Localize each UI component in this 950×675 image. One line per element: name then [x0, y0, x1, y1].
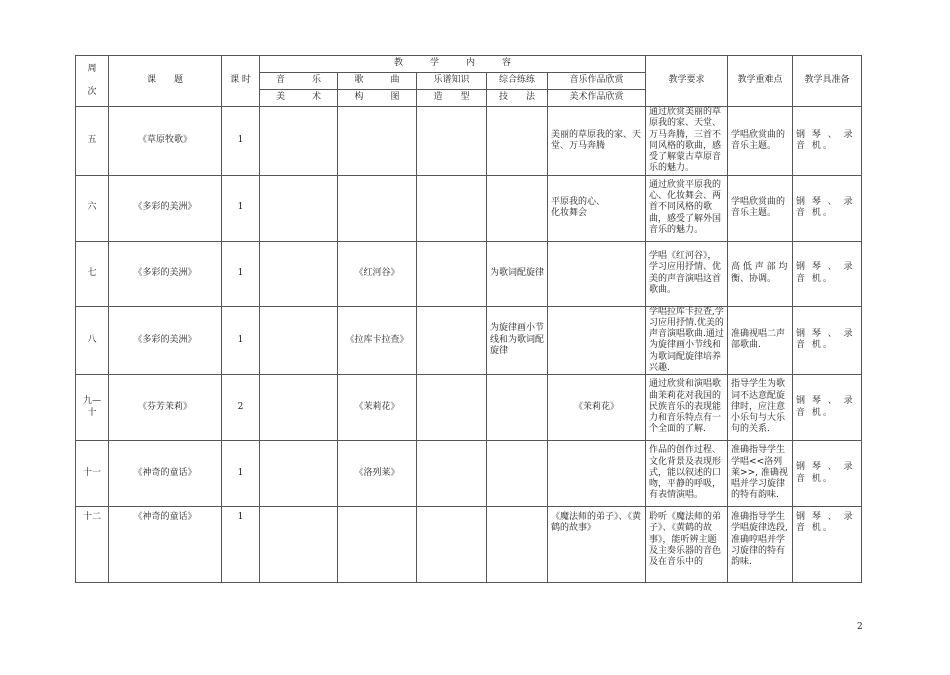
header-notation: 乐谱知识	[417, 73, 487, 90]
music-cell	[260, 375, 338, 441]
header-practice: 综合练练	[487, 73, 548, 90]
music-cell	[260, 441, 338, 507]
appreciation-cell	[548, 241, 646, 306]
music-cell	[260, 175, 338, 241]
song-cell	[338, 107, 417, 176]
hours-cell: 1	[222, 306, 260, 375]
requirement-cell: 作品的创作过程、文化背景及表现形式，能以叙述的口吻，平静的呼吸，有表情演唱。	[646, 441, 728, 507]
key-points-cell: 准确指导学生学唱<<洛列莱>>, 准确视唱并学习旋律的特有韵味.	[728, 441, 793, 507]
notation-cell	[417, 306, 487, 375]
song-cell	[338, 175, 417, 241]
hours-cell: 1	[222, 241, 260, 306]
prep-cell: 钢 琴 、 录 音 机。	[793, 241, 862, 306]
topic-cell: 《多彩的美洲》	[109, 175, 222, 241]
page-number: 2	[857, 622, 863, 632]
appreciation-cell: 美丽的草原我的家、天堂、万马奔腾	[548, 107, 646, 176]
music-cell	[260, 107, 338, 176]
table-row	[76, 441, 862, 507]
requirement-cell: 通过欣赏美丽的草原我的家、天堂、万马奔腾，三首不同风格的歌曲，感受了解蒙古草原音乐的魅力。	[646, 107, 728, 176]
header-requirement: 教学要求	[646, 56, 728, 107]
header-music: 音 乐	[260, 73, 338, 90]
header-modeling: 造 型	[417, 90, 487, 107]
appreciation-cell	[548, 306, 646, 375]
appreciation-cell	[548, 441, 646, 507]
prep-cell: 钢 琴 、 录 音 机。	[793, 441, 862, 507]
week-cell: 五	[76, 107, 109, 176]
header-topic: 课 题	[109, 56, 222, 107]
prep-cell: 钢 琴 、 录 音 机。	[793, 107, 862, 176]
song-cell	[338, 507, 417, 583]
song-cell: 《拉库卡拉查》	[338, 306, 417, 375]
requirement-cell: 学唱《红河谷》，学习应用抒情、优美的声音演唱这首歌曲。	[646, 241, 728, 306]
prep-cell: 钢 琴 、 录 音 机。	[793, 175, 862, 241]
key-points-cell: 指导学生为歌词不达意配旋律时，应注意小乐句与大乐句的关系.	[728, 375, 793, 441]
key-points-cell: 高 低 声 部 均 衡、协调。	[728, 241, 793, 306]
prep-cell: 钢 琴 、 录 音 机。	[793, 306, 862, 375]
practice-cell	[487, 441, 548, 507]
header-composition: 构 图	[338, 90, 417, 107]
requirement-cell: 通过欣赏和演唱歌曲茉莉花对我国的民族音乐的表现能力和音乐特点有一个全面的了解.	[646, 375, 728, 441]
week-cell: 六	[76, 175, 109, 241]
header-music-appreciation: 音乐作品欣赏	[548, 73, 646, 90]
practice-cell: 为旋律画小节线和为歌词配旋律	[487, 306, 548, 375]
hours-cell: 1	[222, 175, 260, 241]
header-song: 歌 曲	[338, 73, 417, 90]
key-points-cell: 学唱欣赏曲的音乐主题。	[728, 107, 793, 176]
topic-cell: 《神奇的童话》	[109, 507, 222, 583]
key-points-cell: 准确指导学生学唱旋律选段, 准确哼唱并学习旋律的特有韵味.	[728, 507, 793, 583]
hours-cell: 2	[222, 375, 260, 441]
song-cell: 《茉莉花》	[338, 375, 417, 441]
practice-cell	[487, 375, 548, 441]
topic-cell: 《芬芳茉莉》	[109, 375, 222, 441]
table-row	[76, 507, 862, 583]
notation-cell	[417, 441, 487, 507]
practice-cell	[487, 175, 548, 241]
header-art-appreciation: 美术作品欣赏	[548, 90, 646, 107]
topic-cell: 《草原牧歌》	[109, 107, 222, 176]
week-cell: 十一	[76, 441, 109, 507]
header-key-points: 教学重难点	[728, 56, 793, 107]
notation-cell	[417, 375, 487, 441]
appreciation-cell: 《茉莉花》	[548, 375, 646, 441]
key-points-cell: 准确视唱二声部歌曲.	[728, 306, 793, 375]
header-prep: 教学具准备	[793, 56, 862, 107]
notation-cell	[417, 241, 487, 306]
table-row	[76, 241, 862, 306]
topic-cell: 《多彩的美洲》	[109, 241, 222, 306]
practice-cell	[487, 107, 548, 176]
table-row	[76, 375, 862, 441]
requirement-cell: 通过欣赏平原我的心、化妆舞会、两首不同风格的歌曲，感受了解外国音乐的魅力。	[646, 175, 728, 241]
notation-cell	[417, 175, 487, 241]
header-technique: 技 法	[487, 90, 548, 107]
table-row	[76, 306, 862, 375]
table-row	[76, 175, 862, 241]
practice-cell	[487, 507, 548, 583]
week-cell: 十二	[76, 507, 109, 583]
hours-cell: 1	[222, 441, 260, 507]
lesson-plan-table	[75, 55, 862, 583]
topic-cell: 《神奇的童话》	[109, 441, 222, 507]
music-cell	[260, 306, 338, 375]
practice-cell: 为歌词配旋律	[487, 241, 548, 306]
song-cell: 《红河谷》	[338, 241, 417, 306]
requirement-cell: 聆听《魔法师的弟子》、《黄鹤的故事》，能听辨主题及主奏乐器的音色及在音乐中的	[646, 507, 728, 583]
header-content: 教 学 内 容	[260, 56, 646, 73]
appreciation-cell: 《魔法师的弟子》、《黄鹤的故事》	[548, 507, 646, 583]
appreciation-cell: 平原我的心、 化妆舞会	[548, 175, 646, 241]
week-cell: 八	[76, 306, 109, 375]
header-art: 美 术	[260, 90, 338, 107]
header-hours: 课 时	[222, 56, 260, 107]
key-points-cell: 学唱欣赏曲的音乐主题。	[728, 175, 793, 241]
header-week: 周 次	[76, 56, 109, 107]
song-cell: 《洛列莱》	[338, 441, 417, 507]
prep-cell: 钢 琴 、 录 音 机。	[793, 507, 862, 583]
prep-cell: 钢 琴 、 录 音 机。	[793, 375, 862, 441]
week-cell: 九— 十	[76, 375, 109, 441]
topic-cell: 《多彩的美洲》	[109, 306, 222, 375]
notation-cell	[417, 507, 487, 583]
music-cell	[260, 507, 338, 583]
table-row	[76, 107, 862, 176]
music-cell	[260, 241, 338, 306]
week-cell: 七	[76, 241, 109, 306]
hours-cell: 1	[222, 507, 260, 583]
hours-cell: 1	[222, 107, 260, 176]
requirement-cell: 学唱拉库卡拉查,学习应用抒情.优美的声音演唱歌曲.通过为旋律画小节线和为歌词配旋律培养兴趣.	[646, 306, 728, 375]
notation-cell	[417, 107, 487, 176]
